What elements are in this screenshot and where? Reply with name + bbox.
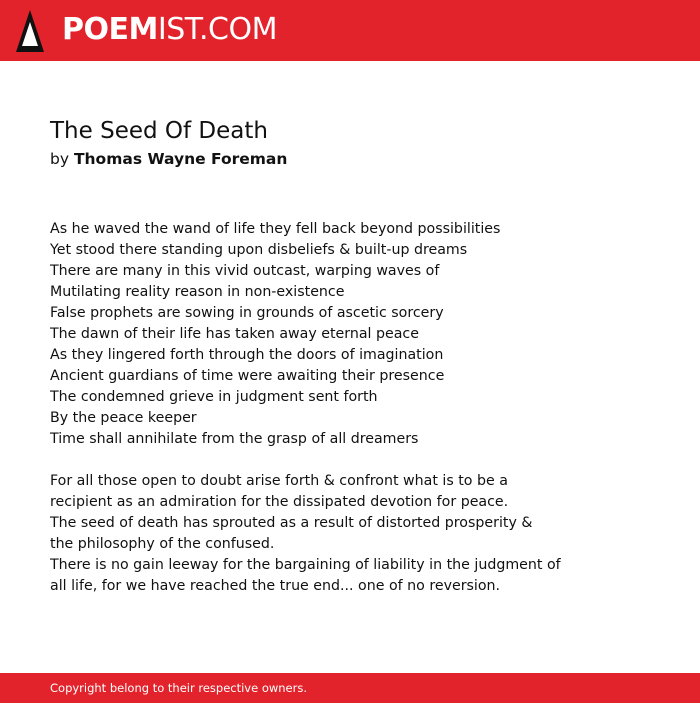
poem-line: recipient as an admiration for the dissipated devotion for peace.	[50, 494, 509, 510]
poem-line: By the peace keeper	[50, 410, 197, 426]
byline-prefix: by	[50, 150, 70, 168]
site-footer	[0, 673, 700, 703]
poem-stanza	[50, 219, 670, 450]
poem-body	[50, 219, 670, 618]
poem-line: As he waved the wand of life they fell back beyond possibilities	[50, 221, 501, 237]
poem-line: Mutilating reality reason in non-existence	[50, 284, 345, 300]
poem-author: Thomas Wayne Foreman	[73, 150, 288, 168]
site-header	[0, 0, 700, 61]
poem-line: As they lingered forth through the doors of imagination	[50, 347, 444, 363]
poem-line: all life, for we have reached the true end... one of no reversion.	[50, 578, 501, 594]
poem-byline	[50, 149, 287, 169]
poem-line: The dawn of their life has taken away eternal peace	[50, 326, 419, 342]
poem-line: Ancient guardians of time were awaiting their presence	[50, 368, 445, 384]
logo-brand-bold: POEM	[62, 12, 158, 47]
poem-line: The seed of death has sprouted as a result of distorted prosperity &	[50, 515, 533, 531]
poem-title: The Seed Of Death	[50, 118, 268, 144]
poem-line: There is no gain leeway for the bargaining of liability in the judgment of	[50, 557, 561, 573]
poem-line: the philosophy of the confused.	[50, 536, 275, 552]
poem-line: False prophets are sowing in grounds of ascetic sorcery	[50, 305, 444, 321]
poem-stanza	[50, 471, 670, 597]
poem-line: Yet stood there standing upon disbeliefs & built-up dreams	[50, 242, 468, 258]
poem-line: There are many in this vivid outcast, warping waves of	[50, 263, 440, 279]
site-logo[interactable]	[62, 12, 277, 48]
poem-line: The condemned grieve in judgment sent forth	[50, 389, 378, 405]
poem-line: For all those open to doubt arise forth & confront what is to be a	[50, 473, 508, 489]
pencil-tip-icon[interactable]	[16, 10, 44, 52]
logo-brand-light: IST.COM	[157, 12, 277, 47]
copyright-notice: Copyright belong to their respective owners.	[50, 681, 308, 695]
poem-line: Time shall annihilate from the grasp of all dreamers	[50, 431, 419, 447]
